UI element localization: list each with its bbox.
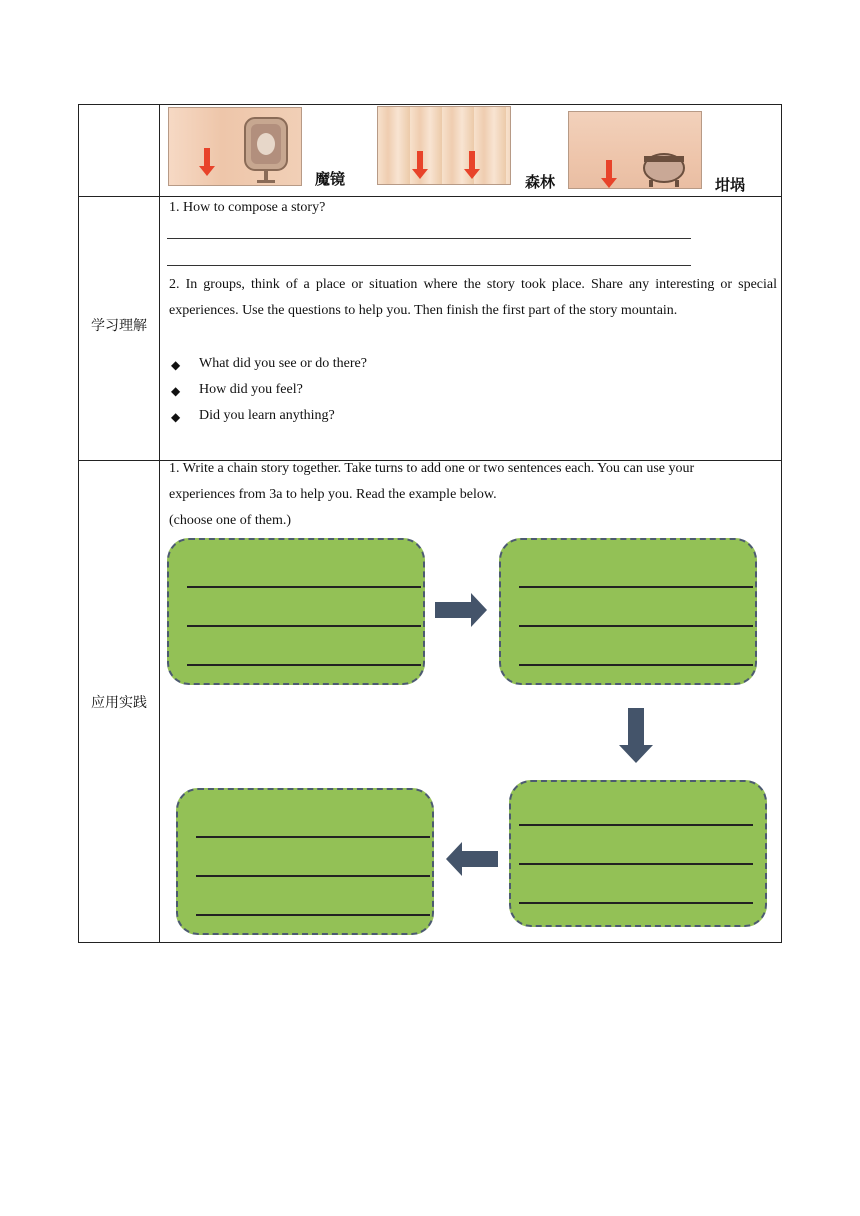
cauldron-illustration: [568, 111, 702, 189]
story-box-1[interactable]: [167, 538, 425, 685]
label-cauldron: 坩埚: [715, 176, 746, 194]
story-box-4[interactable]: [176, 788, 434, 935]
question-2: 2. In groups, think of a place or situation where the story took place. Share any interesting or special experiences. Use the questions to help you. Then finish the first part of the story mountain.: [169, 277, 777, 318]
story-box-3[interactable]: [509, 780, 767, 927]
down-arrow-icon: [606, 160, 612, 180]
magic-mirror-illustration: [168, 107, 302, 186]
column-divider: [159, 105, 160, 942]
practice-instruction: 1. Write a chain story together. Take turns to add one or two sentences each. You can use your: [169, 461, 695, 476]
practice-note: (choose one of them.): [169, 513, 292, 528]
writing-line: [519, 664, 753, 666]
mirror-icon: [237, 110, 297, 186]
writing-line: [519, 863, 753, 865]
bullet-item: What did you see or do there?: [199, 356, 367, 371]
writing-line: [519, 824, 753, 826]
writing-line: [519, 625, 753, 627]
forest-illustration: [377, 106, 511, 185]
writing-line: [196, 875, 430, 877]
cauldron-icon: [639, 148, 689, 188]
down-arrow-icon: [204, 148, 210, 168]
label-forest: 森林: [525, 173, 556, 191]
writing-line: [187, 586, 421, 588]
practice-instruction: experiences from 3a to help you. Read the example below.: [169, 487, 497, 502]
bullet-item: Did you learn anything?: [199, 408, 335, 423]
writing-line: [187, 664, 421, 666]
writing-line: [196, 914, 430, 916]
down-arrow-icon: [618, 708, 654, 764]
worksheet-table: [78, 104, 782, 943]
bullet-icon: ◆: [171, 358, 181, 372]
right-arrow-icon: [435, 592, 489, 628]
question-1: 1. How to compose a story?: [169, 200, 326, 215]
writing-line: [187, 625, 421, 627]
bullet-icon: ◆: [171, 384, 181, 398]
down-arrow-icon: [469, 151, 475, 171]
row-label-practice: 应用实践: [91, 695, 147, 711]
story-box-2[interactable]: [499, 538, 757, 685]
row-label-learning: 学习理解: [91, 318, 147, 334]
writing-line: [196, 836, 430, 838]
bullet-icon: ◆: [171, 410, 181, 424]
answer-line[interactable]: [167, 265, 691, 266]
writing-line: [519, 902, 753, 904]
down-arrow-icon: [417, 151, 423, 171]
label-magic-mirror: 魔镜: [315, 170, 346, 188]
writing-line: [519, 586, 753, 588]
answer-line[interactable]: [167, 238, 691, 239]
bullet-item: How did you feel?: [199, 382, 303, 397]
left-arrow-icon: [444, 841, 498, 877]
